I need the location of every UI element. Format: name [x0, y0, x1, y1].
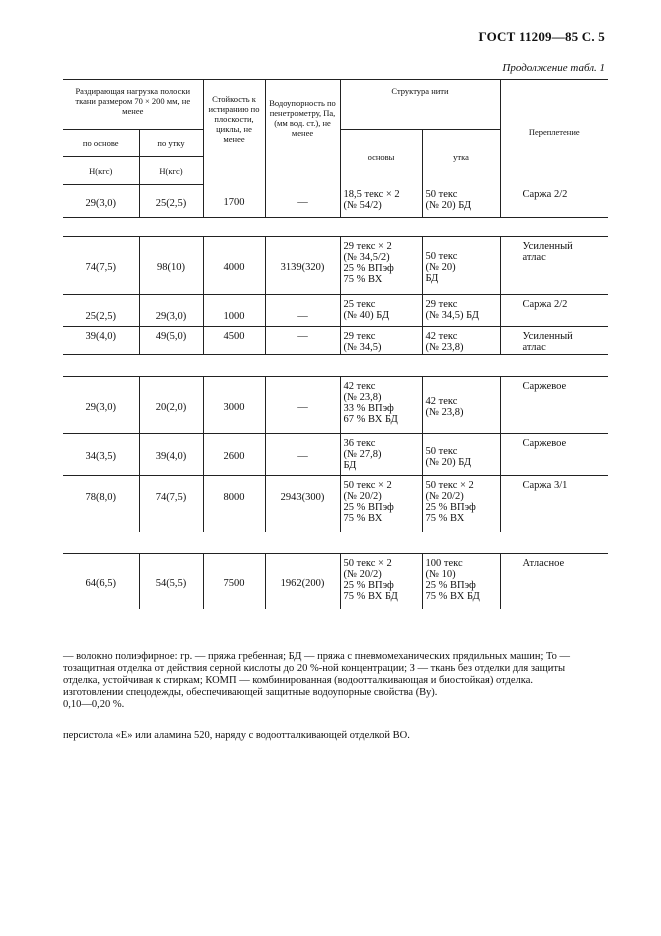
header-abrasion: Стойкость к истиранию по плоскости, циклы, не менее — [203, 80, 265, 185]
cell-weave: Саржа 2/2 — [500, 295, 608, 327]
header-weave: Переплетение — [500, 80, 608, 185]
header-load: Раздирающая нагрузка полоски ткани размером 70 × 200 мм, не менее — [63, 80, 203, 130]
cell-osnovy: 18,5 текс × 2 (№ 54/2) — [340, 185, 422, 218]
cell-weft: 98(10) — [139, 237, 203, 295]
cell-weave: Саржа 2/2 — [500, 185, 608, 218]
cell-osnovy: 25 текс (№ 40) БД — [340, 295, 422, 327]
note-line: — волокно полиэфирное: гр. — пряжа гребенная; БД — пряжа с пневмомеханических прядильных машин; То — — [63, 651, 571, 662]
cell-weave: Атласное — [500, 554, 608, 609]
table-continuation-label: Продолжение табл. 1 — [502, 62, 605, 74]
cell-osnovy: 50 текс × 2 (№ 20/2) 25 % ВПэф 75 % ВХ БД — [340, 554, 422, 609]
cell-weft: 49(5,0) — [139, 327, 203, 355]
cell-abrasion: 1000 — [203, 295, 265, 327]
cell-abrasion: 4000 — [203, 237, 265, 295]
cell-osnovy: 29 текс × 2 (№ 34,5/2) 25 % ВПэф 75 % ВХ — [340, 237, 422, 295]
header-weft: по утку — [139, 130, 203, 157]
cell-water: 1962(200) — [265, 554, 340, 609]
cell-abrasion: 2600 — [203, 434, 265, 476]
cell-osnovy: 42 текс (№ 23,8) 33 % ВПэф 67 % ВХ БД — [340, 377, 422, 434]
header-unit-weft: Н(кгс) — [139, 157, 203, 185]
cell-utka: 42 текс (№ 23,8) — [422, 377, 500, 434]
cell-abrasion: 1700 — [203, 185, 265, 218]
cell-weave: Саржевое — [500, 377, 608, 434]
cell-weft: 54(5,5) — [139, 554, 203, 609]
cell-base: 64(6,5) — [63, 554, 139, 609]
cell-base: 34(3,5) — [63, 434, 139, 476]
header-row — [63, 80, 608, 130]
table-row — [63, 327, 608, 355]
cell-base: 29(3,0) — [63, 377, 139, 434]
cell-water: — — [265, 327, 340, 355]
cell-water: — — [265, 185, 340, 218]
cell-weave: Саржевое — [500, 434, 608, 476]
cell-water: — — [265, 434, 340, 476]
cell-base: 39(4,0) — [63, 327, 139, 355]
specification-table — [63, 79, 608, 609]
cell-base: 78(8,0) — [85, 492, 117, 503]
cell-utka: 50 текс × 2 (№ 20/2) 25 % ВПэф 75 % ВХ — [422, 476, 500, 532]
cell-utka: 42 текс (№ 23,8) — [422, 327, 500, 355]
header-structure: Структура нити — [340, 80, 500, 130]
cell-utka: 29 текс (№ 34,5) БД — [422, 295, 500, 327]
table-notes — [63, 651, 611, 711]
header-unit-base: Н(кгс) — [63, 157, 139, 185]
header-osnovy: основы — [340, 130, 422, 185]
cell-water: 2943(300) — [265, 476, 340, 532]
cell-abrasion: 7500 — [203, 554, 265, 609]
cell-water: — — [265, 295, 340, 327]
note-line: изготовлении спецодежды, обеспечивающей защитные водоупорные свойства (Ву). — [63, 687, 438, 698]
cell-water: — — [265, 377, 340, 434]
note-line: отделка, устойчивая к стиркам; КОМП — комбинированная (водоотталкивающая и биостойкая) отделка. — [63, 675, 534, 686]
cell-osnovy: 50 текс × 2 (№ 20/2) 25 % ВПэф 75 % ВХ — [340, 476, 422, 532]
cell-utka: 100 текс (№ 10) 25 % ВПэф 75 % ВХ БД — [422, 554, 500, 609]
header-base: по основе — [63, 130, 139, 157]
cell-weft: 39(4,0) — [139, 434, 203, 476]
cell-weave: Усиленный атлас — [500, 327, 608, 355]
table-row — [63, 185, 608, 218]
cell-weft: 25(2,5) — [139, 185, 203, 218]
table-row — [63, 434, 608, 476]
cell-base: 29(3,0) — [63, 185, 139, 218]
note-line: 0,10—0,20 %. — [63, 699, 125, 710]
footnote: персистола «Е» или аламина 520, наряду с водоотталкивающей отделкой ВО. — [63, 730, 410, 741]
cell-weft: 20(2,0) — [139, 377, 203, 434]
cell-osnovy: 29 текс (№ 34,5) — [340, 327, 422, 355]
cell-weft: 74(7,5) — [139, 476, 203, 532]
table-row — [63, 295, 608, 327]
table-row — [63, 377, 608, 434]
table-row — [63, 237, 608, 295]
cell-weave: Саржа 3/1 — [500, 476, 608, 532]
cell-base: 74(7,5) — [63, 237, 139, 295]
cell-abrasion: 8000 — [203, 476, 265, 532]
cell-abrasion: 3000 — [203, 377, 265, 434]
cell-water: 3139(320) — [265, 237, 340, 295]
standard-title: ГОСТ 11209—85 С. 5 — [478, 29, 605, 44]
cell-utka: 50 текс (№ 20) БД — [422, 434, 500, 476]
cell-utka: 50 текс (№ 20) БД — [422, 185, 500, 218]
cell-osnovy: 36 текс (№ 27,8) БД — [340, 434, 422, 476]
cell-base: 25(2,5) — [63, 295, 139, 327]
header-water: Водоупорность по пенетрометру, Па, (мм вод. ст.), не менее — [265, 80, 340, 185]
table-row — [63, 476, 608, 532]
table-row — [63, 554, 608, 609]
cell-weave: Усиленный атлас — [500, 237, 608, 295]
cell-weft: 29(3,0) — [139, 295, 203, 327]
note-line: тозащитная отделка от действия серной кислоты до 20 %-ной концентрации; З — ткань без отделки для защиты — [63, 663, 566, 674]
header-utka: утка — [422, 130, 500, 185]
cell-utka: 50 текс (№ 20) БД — [422, 237, 500, 295]
cell-abrasion: 4500 — [203, 327, 265, 355]
